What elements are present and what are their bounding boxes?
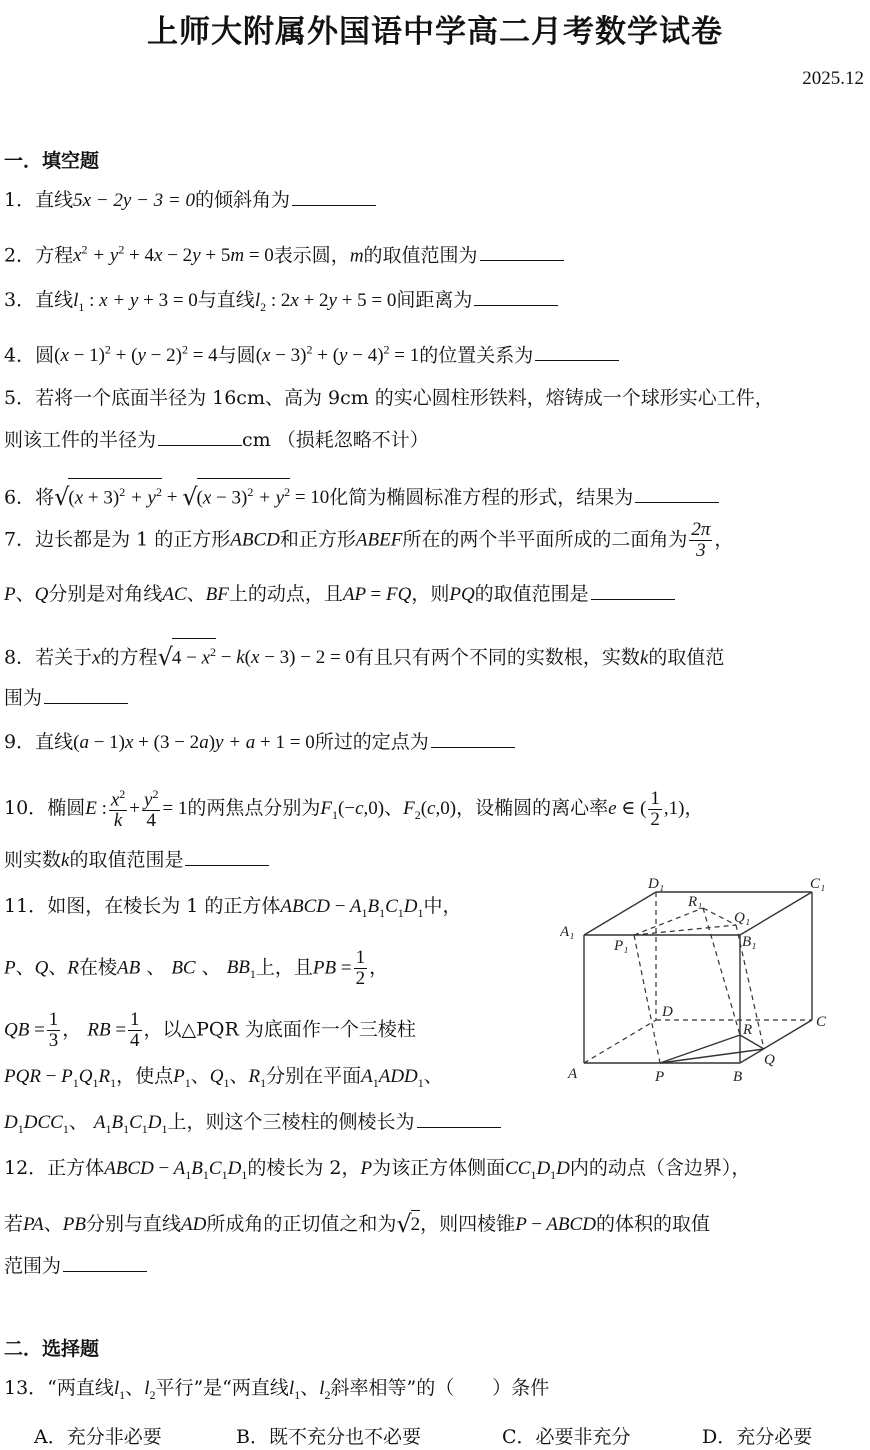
edge-pr (660, 1035, 740, 1063)
q3-line1: $l_1$ : x + y + 3 = 0 (73, 290, 198, 314)
question-11-line1: 11．如图，在棱长为 1 的正方体ABCD − $A_1B_1C_1D_1$中， (4, 895, 462, 920)
answer-blank[interactable] (44, 687, 128, 704)
label-b: B (733, 1069, 743, 1085)
edge-ad-hidden (584, 1020, 656, 1063)
question-3: 3．直线$l_1$ : x + y + 3 = 0与直线$l_2$ : 2x + 2y + 5 = 0间距离为 (4, 288, 558, 320)
answer-blank[interactable] (158, 429, 242, 446)
question-11-line5: $D_1DCC_1$、 $A_1B_1C_1D_1$上，则这个三棱柱的侧棱长为 (4, 1110, 501, 1142)
label-q1: Q₁ (734, 910, 751, 926)
exam-date: 2025.12 (802, 68, 864, 89)
edge-p1p (634, 935, 660, 1063)
answer-blank[interactable] (480, 244, 564, 261)
q7-angle-fraction: $\frac{2\pi}{3}$ (691, 519, 711, 561)
label-r: R (743, 1022, 753, 1038)
question-5-line2: 则该工件的半径为 cm （损耗忽略不计） (4, 429, 429, 451)
section-heading-choice: 二．选择题 (4, 1338, 100, 1360)
edge-r1q1 (703, 908, 736, 925)
answer-blank[interactable] (185, 849, 269, 866)
edge-pq (660, 1049, 764, 1063)
section-heading-fill-in: 一．填空题 (4, 150, 100, 172)
question-9: 9．直线(a − 1)x + (3 − 2a)y + a + 1 = 0所过的定点为 (4, 730, 515, 755)
question-8-line1: 8．若关于x的方程$√4 - x^2 - k(x - 3) - 2 = 0$有且只有两个不同的实数根，实数k的取值范 (4, 638, 724, 670)
page-title: 上师大附属外国语中学高二月考数学试卷 (147, 14, 723, 50)
label-a: A (568, 1066, 578, 1082)
question-5-line1: 5．若将一个底面半径为 16cm、高为 9cm 的实心圆柱形铁料，熔铸成一个球形实心工件， (4, 387, 774, 409)
option-c[interactable]: C．必要非充分 (502, 1426, 631, 1448)
q4-circle1: $(x - 1)^2 + (y - 2)^2 = 4$ (54, 343, 218, 367)
q10-ellipse: E : $\frac{x^2}{k}$ + $\frac{y^2}{4}$ = 1 (85, 787, 188, 832)
q2-equation: $x^2 + y^2 + 4x - 2y + 5m = 0$ (73, 243, 274, 267)
answer-blank[interactable] (635, 486, 719, 503)
q4-circle2: $(x - 3)^2 + (y - 4)^2 = 1$ (255, 343, 420, 367)
option-b[interactable]: B．既不充分也不必要 (236, 1426, 421, 1448)
label-q: Q (764, 1052, 775, 1068)
question-12-line1: 12．正方体ABCD − $A_1B_1C_1D_1$的棱长为 2，P为该正方体侧面$CC_1D_1D$内的动点（含边界）， (4, 1157, 751, 1182)
answer-blank[interactable] (535, 344, 619, 361)
q9-equation: (a − 1)x + (3 − 2a)y + a + 1 = 0 (73, 732, 315, 753)
question-4: 4．圆$(x - 1)^2 + (y - 2)^2 = 4$与圆$(x - 3)^2 + (y - 4)^2 = 1$的位置关系为 (4, 338, 619, 368)
edge-b1c1 (740, 892, 812, 935)
label-p: P (655, 1069, 665, 1085)
answer-blank[interactable] (292, 189, 376, 206)
label-d1: D₁ (648, 876, 665, 892)
answer-blank[interactable] (591, 583, 675, 600)
label-c1: C₁ (810, 876, 826, 892)
answer-blank[interactable] (474, 289, 558, 306)
question-7-line2: P、Q分别是对角线AC、BF上的动点，且AP = FQ，则PQ的取值范围是 (4, 582, 675, 607)
question-1: 1．直线5x − 2y − 3 = 0的倾斜角为 (4, 188, 376, 213)
label-d: D (662, 1004, 673, 1020)
question-12-line3: 范围为 (4, 1254, 147, 1279)
q1-equation: 5x − 2y − 3 = 0 (73, 190, 195, 211)
question-7-line1: 7．边长都是为 1 的正方形ABCD和正方形ABEF所在的两个半平面所成的二面角为 $\frac{2\pi}{3}$ ， (4, 519, 734, 561)
question-8-line2: 围为 (4, 686, 128, 711)
label-p1: P₁ (614, 938, 629, 954)
answer-blank[interactable] (417, 1111, 501, 1128)
q8-equation: $√4 - x^2 - k(x - 3) - 2 = 0$ (158, 647, 355, 668)
option-d[interactable]: D．充分必要 (702, 1426, 813, 1448)
question-2: 2．方程$x^2 + y^2 + 4x - 2y + 5m = 0$表示圆，m的取值范围为 (4, 238, 564, 268)
label-r1: R₁ (688, 894, 703, 910)
option-a[interactable]: A．充分非必要 (34, 1426, 162, 1448)
question-13: 13．“两直线$l_1$、$l_2$平行”是“两直线$l_1$、$l_2$斜率相等”的（ ）条件 (4, 1377, 550, 1402)
question-6: 6．将$√(x + 3)^2 + y^2 + √(x - 3)^2 + y^2 = 10$化简为椭圆标准方程的形式，结果为 (4, 478, 719, 510)
question-10-line1: 10．椭圆E : $\frac{x^2}{k}$ + $\frac{y^2}{4}$ = 1的两焦点分别为$F_1(-c,0)$、$F_2(c,0)$，设椭圆的离心率e ∈ ( $\frac{1}{2}$ ,1)， (4, 787, 704, 832)
question-12-line2: 若PA、PB分别与直线AD所成角的正切值之和为√2，则四棱锥P − ABCD的体积的取值 (4, 1210, 710, 1238)
label-c: C (816, 1014, 827, 1030)
edge-p1r1 (634, 908, 703, 935)
question-11-line2: P、Q、R在棱AB 、 BC 、 $BB_1$上，且PB = $\frac{1}{2}$ ， (4, 947, 389, 989)
label-b1: B₁ (742, 934, 757, 950)
question-11-line3: QB = $\frac{1}{3}$ ， RB = $\frac{1}{4}$ ，以△PQR 为底面作一个三棱柱 (4, 1009, 416, 1051)
label-a1: A₁ (560, 924, 575, 940)
answer-blank[interactable] (431, 731, 515, 748)
q3-line2: $l_2$ : 2x + 2y + 5 = 0 (254, 290, 397, 314)
question-10-line2: 则实数k的取值范围是 (4, 848, 269, 873)
edge-p1q1 (634, 925, 736, 935)
cube-figure (560, 870, 850, 1090)
answer-blank[interactable] (63, 1255, 147, 1272)
edge-r1r (703, 908, 740, 1035)
question-11-line4: PQR − $P_1Q_1R_1$，使点$P_1$、$Q_1$、$R_1$分别在平面$A_1ADD_1$、 (4, 1065, 443, 1090)
edge-a1d1 (584, 892, 656, 935)
q6-expression: $√(x + 3)^2 + y^2 + √(x - 3)^2 + y^2 = 10$ (54, 487, 329, 508)
